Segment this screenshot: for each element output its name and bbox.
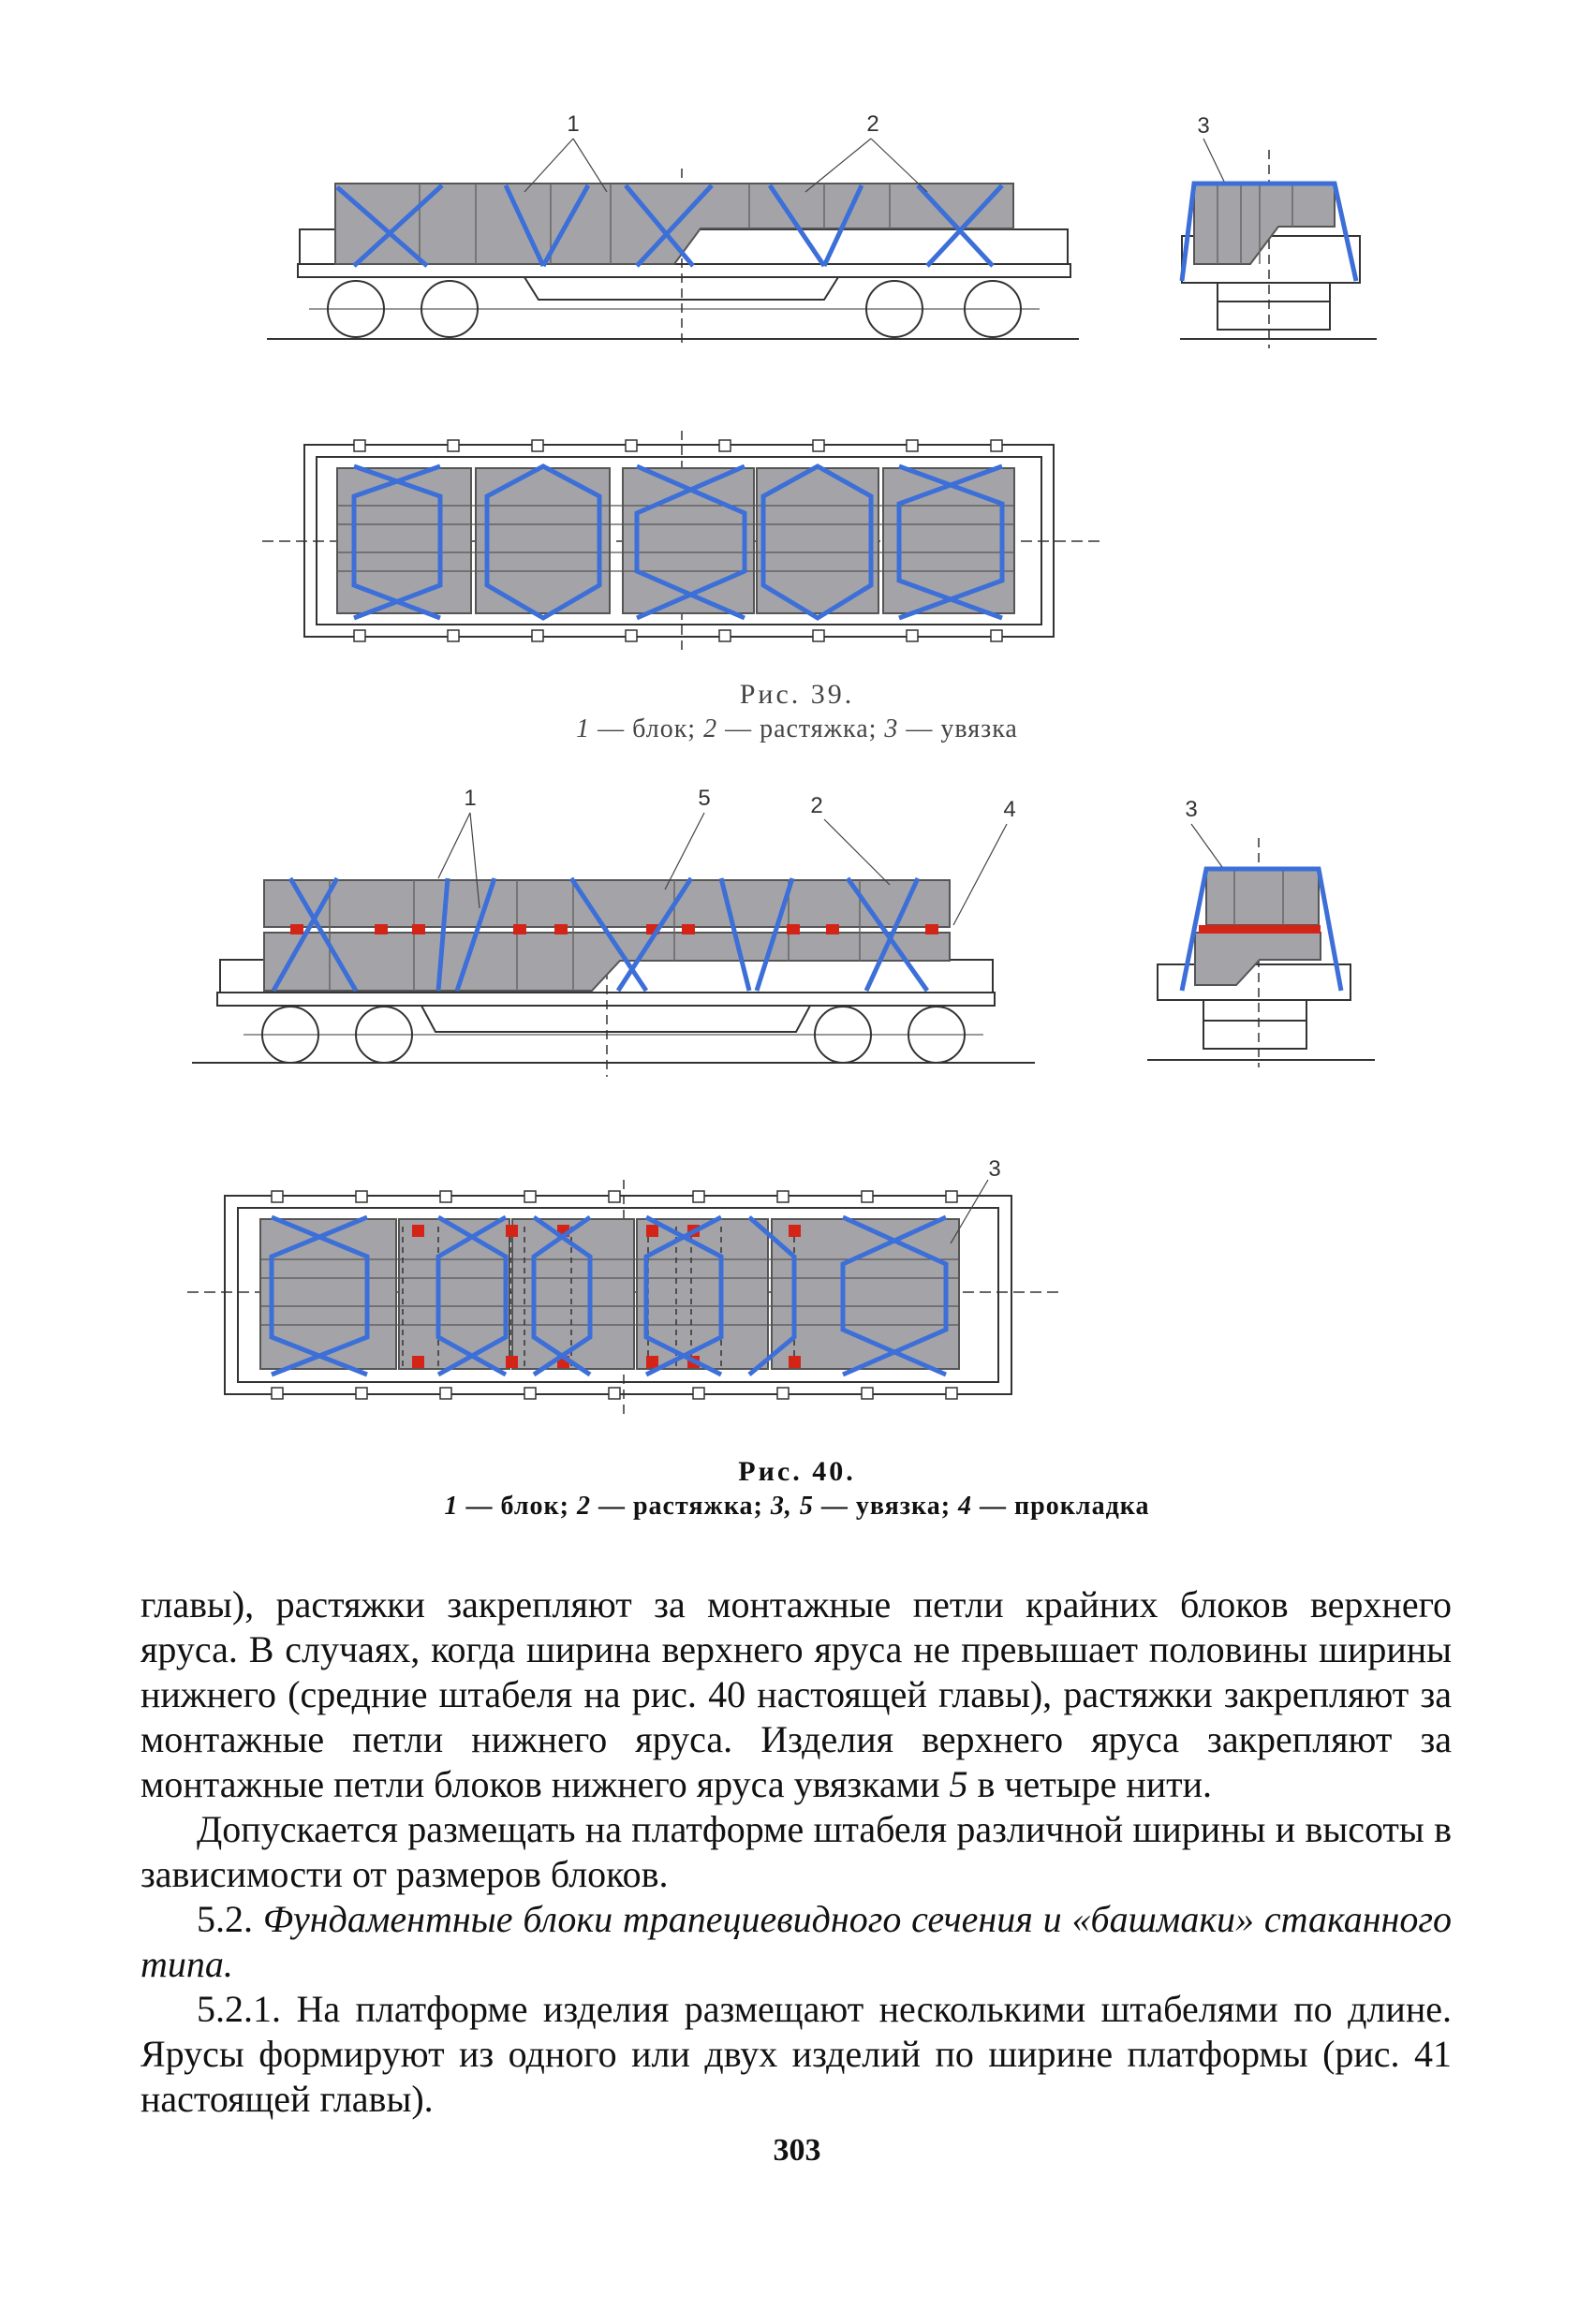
- fig40-callout-4: 4: [1003, 797, 1016, 822]
- section-number: 5.2.: [197, 1898, 263, 1940]
- figure-40-title: Рис. 40.: [738, 1456, 856, 1487]
- figure-39-drawing: [0, 0, 1594, 749]
- figure-40-legend: [0, 1492, 1594, 1522]
- section-title: Фундаментные блоки трапециевидного сечения и «башмаки» стаканного типа.: [140, 1898, 1452, 1985]
- paragraph-1-text: главы), растяжки закрепляют за монтажные петли крайних блоков верхнего яруса. В случаях, когда ширина верхнего яруса не превышает половины ширины нижнего (средние штабеля на рис. 40 настоящей главы), растяжки закрепляют за монтажные петли нижнего яруса. Изделия верхнего яруса закрепляют за монтажные петли блоков нижнего яруса увязками: [140, 1583, 1452, 1805]
- legend-text: — растяжка;: [717, 714, 885, 743]
- legend-num: 2: [703, 714, 718, 743]
- legend-text: — прокладка: [972, 1492, 1150, 1521]
- page-number: 303: [773, 2133, 821, 2168]
- legend-num: 1: [576, 714, 591, 743]
- fig39-callout-3: 3: [1197, 113, 1210, 139]
- legend-text: — увязка;: [813, 1492, 959, 1521]
- legend-text: — растяжка;: [590, 1492, 771, 1521]
- legend-text: — блок;: [590, 714, 704, 743]
- legend-num: 1: [444, 1492, 459, 1521]
- figure-40-drawing: [0, 768, 1594, 1536]
- fig39-callout-2: 2: [866, 111, 879, 137]
- paragraph-1-number: 5: [939, 1763, 968, 1805]
- section-heading: [140, 1897, 1452, 1987]
- legend-num: 4: [958, 1492, 973, 1521]
- fig40-callout-3: 3: [1185, 797, 1198, 822]
- legend-text: — увязка: [898, 714, 1018, 743]
- legend-num: 2: [576, 1492, 591, 1521]
- fig40-callout-3-plan: 3: [988, 1156, 1001, 1182]
- fig39-callout-1: 1: [567, 111, 580, 137]
- fig40-callout-2: 2: [810, 793, 823, 818]
- fig40-callout-1: 1: [464, 786, 477, 811]
- figure-39-title: Рис. 39.: [739, 679, 855, 710]
- legend-text: — блок;: [458, 1492, 577, 1521]
- legend-num: 3, 5: [770, 1492, 814, 1521]
- legend-num: 3: [884, 714, 899, 743]
- figure-39: [0, 0, 1594, 749]
- paragraph-2: Допускается размещать на платформе штабеля различной ширины и высоты в зависимости от размеров блоков.: [140, 1808, 1452, 1895]
- paragraph-1-end: в четыре нити.: [967, 1763, 1213, 1805]
- body-text: [140, 1582, 1452, 2122]
- paragraph-4: 5.2.1. На платформе изделия размещают несколькими штабелями по длине. Ярусы формируют из одного или двух изделий по ширине платформы (рис. 41 настоящей главы).: [140, 1988, 1452, 2120]
- fig40-callout-5: 5: [698, 786, 711, 811]
- paragraph-1: [140, 1582, 1452, 1807]
- figure-39-legend: [0, 714, 1594, 744]
- figure-40: [0, 768, 1594, 1536]
